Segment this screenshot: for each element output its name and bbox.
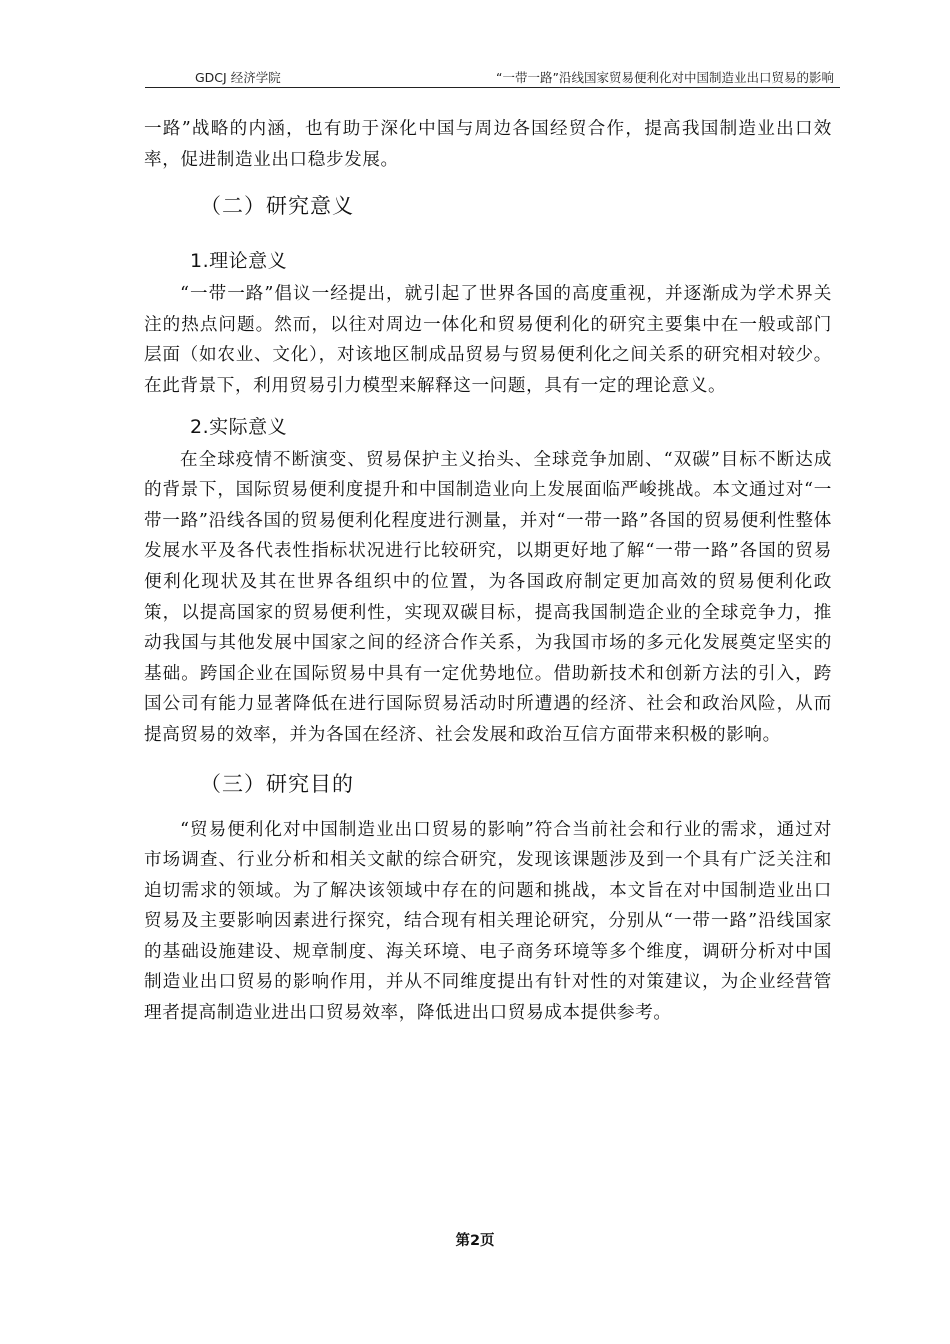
subheading-theoretical-significance: 1.理论意义 [190,250,288,273]
page-header [145,66,840,86]
practical-significance-paragraph: 在全球疫情不断演变、贸易保护主义抬头、全球竞争加剧、“双碳”目标不断达成的背景下，国际贸易便利度提升和中国制造业向上发展面临严峻挑战。本文通过对“一带一路”沿线各国的贸易便利化程度进行测量，并对“一带一路”各国的贸易便利性整体发展水平及各代表性指标状况进行比较研究，以期更好地了解“一带一路”各国的贸易便利化现状及其在世界各组织中的位置，为各国政府制定更加高效的贸易便利化政策，以提高国家的贸易便利性，实现双碳目标，提高我国制造企业的全球竞争力，推动我国与其他发展中国家之间的经济合作关系，为我国市场的多元化发展奠定坚实的基础。跨国企业在国际贸易中具有一定优势地位。借助新技术和创新方法的引入，跨国公司有能力显著降低在进行国际贸易活动时所遭遇的经济、社会和政治风险，从而提高贸易的效率，并为各国在经济、社会发展和政治互信方面带来积极的影响。 [144,449,832,745]
document-body [144,114,832,1029]
subheading-practical-significance: 2.实际意义 [190,415,288,438]
research-purpose-paragraph: “贸易便利化对中国制造业出口贸易的影响”符合当前社会和行业的需求，通过对市场调查、行业分析和相关文献的综合研究，发现该课题涉及到一个具有广泛关注和迫切需求的领域。为了解决该领域中存在的问题和挑战，本文旨在对中国制造业出口贸易及主要影响因素进行探究，结合现有相关理论研究，分别从“一带一路”沿线国家的基础设施建设、规章制度、海关环境、电子商务环境等多个维度，调研分析对中国制造业出口贸易的影响作用，并从不同维度提出有针对性的对策建议，为企业经营管理者提高制造业进出口贸易效率，降低进出口贸易成本提供参考。 [144,819,832,1024]
intro-paragraph: 一路”战略的内涵，也有助于深化中国与周边各国经贸合作，提高我国制造业出口效率，促进制造业出口稳步发展。 [144,119,832,170]
section-heading-research-significance: （二）研究意义 [200,194,354,219]
section-heading-research-purpose: （三）研究目的 [200,771,354,796]
header-right-title: “一带一路”沿线国家贸易便利化对中国制造业出口贸易的影响 [496,70,834,85]
header-divider [145,87,840,88]
header-left-text: GDCJ 经济学院 [195,70,281,85]
theoretical-significance-paragraph: “一带一路”倡议一经提出，就引起了世界各国的高度重视，并逐渐成为学术界关注的热点问题。然而，以往对周边一体化和贸易便利化的研究主要集中在一般或部门层面（如农业、文化），对该地区制成品贸易与贸易便利化之间关系的研究相对较少。在此背景下，利用贸易引力模型来解释这一问题，具有一定的理论意义。 [144,284,832,396]
page-number: 第2页 [455,1233,495,1249]
